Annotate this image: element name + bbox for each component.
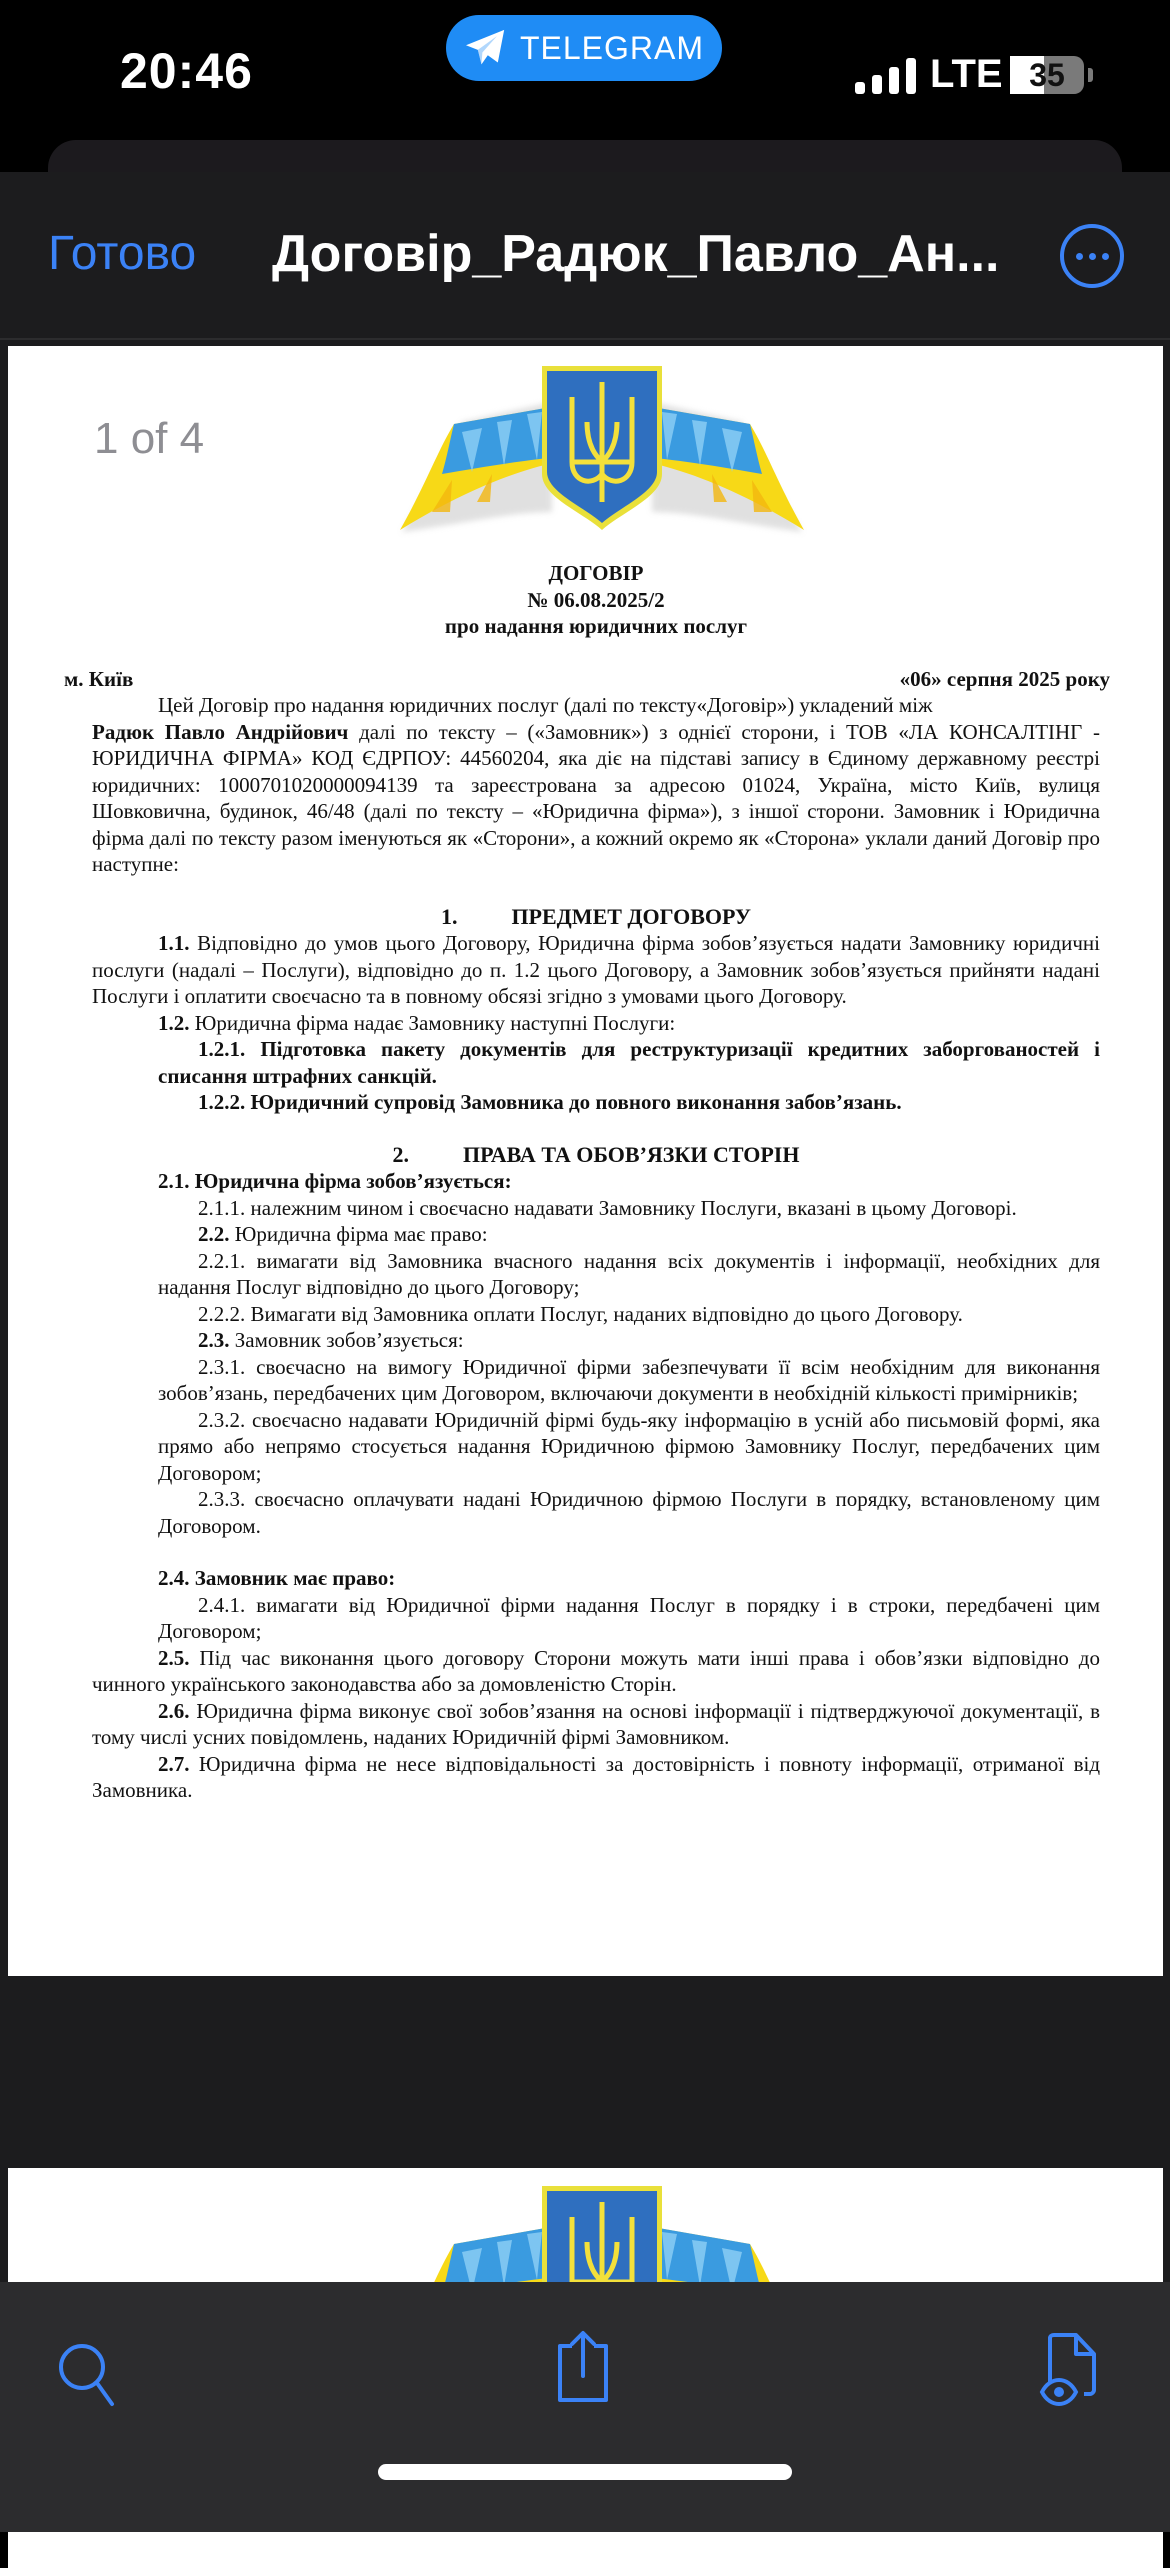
battery-tip	[1088, 68, 1093, 82]
battery-level: 35	[1029, 56, 1065, 93]
clause-2-2-2: 2.2.2. Вимагати від Замовника оплати Послуг, наданих відповідно до цього Договору.	[198, 1301, 963, 1326]
clause-1-2-2: 1.2.2. Юридичний супровід Замовника до повного виконання забов’язань.	[198, 1090, 902, 1114]
section-2-title: 2. ПРАВА ТА ОБОВ’ЯЗКИ СТОРІН	[392, 1141, 800, 1167]
ukraine-coat-of-arms-flag-icon	[392, 362, 812, 542]
ellipsis-dot-icon	[1076, 253, 1083, 260]
navigation-bar	[0, 172, 1170, 340]
clause-2-3-2: 2.3.2. своєчасно надавати Юридичній фірмі будь-яку інформацію в усній або письмовій формі, яка прямо або непрямо стосується надання Юридичною фірмою Замовнику Послуг, передбачених цим Договором;	[158, 1407, 1100, 1485]
clause-2-4-1: 2.4.1. вимагати від Юридичної фірми надання Послуг в порядку і в строки, передбачені цим Договором;	[158, 1592, 1100, 1643]
section-1-title: 1. ПРЕДМЕТ ДОГОВОРУ	[440, 903, 752, 929]
contract-subtitle: про надання юридичних послуг	[444, 614, 748, 638]
clause-2-3: 2.3. Замовник зобов’язується:	[198, 1328, 464, 1352]
page-indicator: 1 of 4	[94, 414, 205, 463]
home-indicator[interactable]	[378, 2464, 792, 2480]
more-options-button[interactable]	[1060, 224, 1124, 288]
clause-2-2-1: 2.2.1. вимагати від Замовника вчасного надання всіх документів і інформації, необхідних для надання Послуг відповідно до цього Договору;	[158, 1248, 1100, 1299]
document-viewer-sheet	[0, 172, 1170, 2532]
page-1-text	[64, 560, 1110, 1804]
clause-2-5: 2.5. Під час виконання цього договору Сторони можуть мати інші права і обов’язки відповідно до чинного українського законодавства або за домовленістю Сторін.	[92, 1645, 1100, 1696]
telegram-return-pill[interactable]	[446, 15, 722, 81]
document-title: Договір_Радюк_Павло_Ан...	[272, 225, 1000, 283]
clause-1-2: 1.2. Юридична фірма надає Замовнику наступні Послуги:	[158, 1010, 676, 1035]
share-icon[interactable]	[548, 2330, 618, 2410]
clause-2-2: 2.2. Юридична фірма має право:	[198, 1222, 488, 1246]
contract-number: № 06.08.2025/2	[527, 587, 665, 612]
ellipsis-dot-icon	[1089, 253, 1096, 260]
magnifying-glass-icon[interactable]	[56, 2340, 126, 2410]
status-bar	[0, 0, 1170, 150]
client-name: Радюк Павло Андрійович	[92, 719, 349, 744]
battery-icon	[1010, 56, 1084, 94]
place-date-row	[64, 666, 1110, 693]
intro-paragraph: Цей Договір про надання юридичних послуг (далі по тексту«Договір») укладений між Радюк Павло Андрійович далі по тексту – («Замовник») з однієї сторони, і ТОВ «ЛА КОНСАЛТІНГ - ЮРИДИЧНА ФІРМА» КОД ЄДРПОУ: 44560204, яка діє на підставі запису в Єдиному державному реєстрі юридичних: 1000701020000094139 та зареєстрована за адресою 01024, Україна, місто Київ, вулиця Шовковична, будинок, 46/48 (далі по тексту – «Юридична фірма»), з іншої сторони. Замовник і Юридична фірма далі по тексту разом іменуються як «Сторони», а кожний окремо як «Сторона» уклали даний Договір про наступне:	[92, 693, 1100, 876]
done-button[interactable]: Готово	[48, 227, 197, 280]
cellular-signal-icon	[855, 58, 916, 94]
clause-2-3-3: 2.3.3. своєчасно оплачувати надані Юридичною фірмою Послуги в порядку, встановленому цим Договором.	[158, 1487, 1100, 1538]
clause-1-1: 1.1. Відповідно до умов цього Договору, Юридична фірма зобов’язується надати Замовнику юридичні послуги (надалі – Послуги), відповідно до п. 1.2 цього Договору, а Замовник зобов’язується прийняти надані Послуги і оплатити своєчасно та в повному обсязі згідно з умовами цього Договору.	[92, 931, 1100, 1008]
bottom-toolbar	[0, 2282, 1170, 2532]
contract-date: «06» серпня 2025 року	[899, 666, 1110, 691]
contract-city: м. Київ	[64, 666, 134, 691]
network-type: LTE	[930, 52, 1003, 96]
clause-2-7: 2.7. Юридична фірма не несе відповідальності за достовірність і повноту інформації, отриманої від Замовника.	[92, 1751, 1100, 1802]
clause-2-1: 2.1. Юридична фірма зобов’язується:	[158, 1169, 512, 1193]
clause-1-2-1: 1.2.1. Підготовка пакету документів для реструктуризації кредитних заборгованостей і списання штрафних санкцій.	[158, 1037, 1100, 1088]
clause-2-4: 2.4. Замовник має право:	[158, 1566, 396, 1590]
document-eye-icon[interactable]	[1036, 2332, 1106, 2412]
pdf-page-1	[8, 346, 1163, 1976]
telegram-plane-icon	[464, 28, 508, 68]
contract-title: ДОГОВІР	[548, 561, 644, 585]
clause-2-6: 2.6. Юридична фірма виконує свої зобов’язання на основі інформації і підтверджуючої документації, в тому числі усних повідомлень, наданих Юридичній фірмі Замовником.	[92, 1698, 1100, 1749]
clock: 20:46	[120, 43, 253, 99]
clause-2-1-1: 2.1.1. належним чином і своєчасно надавати Замовнику Послуги, вказані в цьому Договорі.	[198, 1195, 1017, 1220]
pdf-scroll-area[interactable]	[0, 342, 1170, 2372]
ellipsis-dot-icon	[1102, 253, 1109, 260]
clause-2-3-1: 2.3.1. своєчасно на вимогу Юридичної фірми забезпечувати її всім необхідним для виконання зобов’язань, передбачених цим Договором, включаючи документи в необхідній кількості примірників;	[158, 1354, 1100, 1405]
telegram-label: TELEGRAM	[519, 29, 705, 66]
